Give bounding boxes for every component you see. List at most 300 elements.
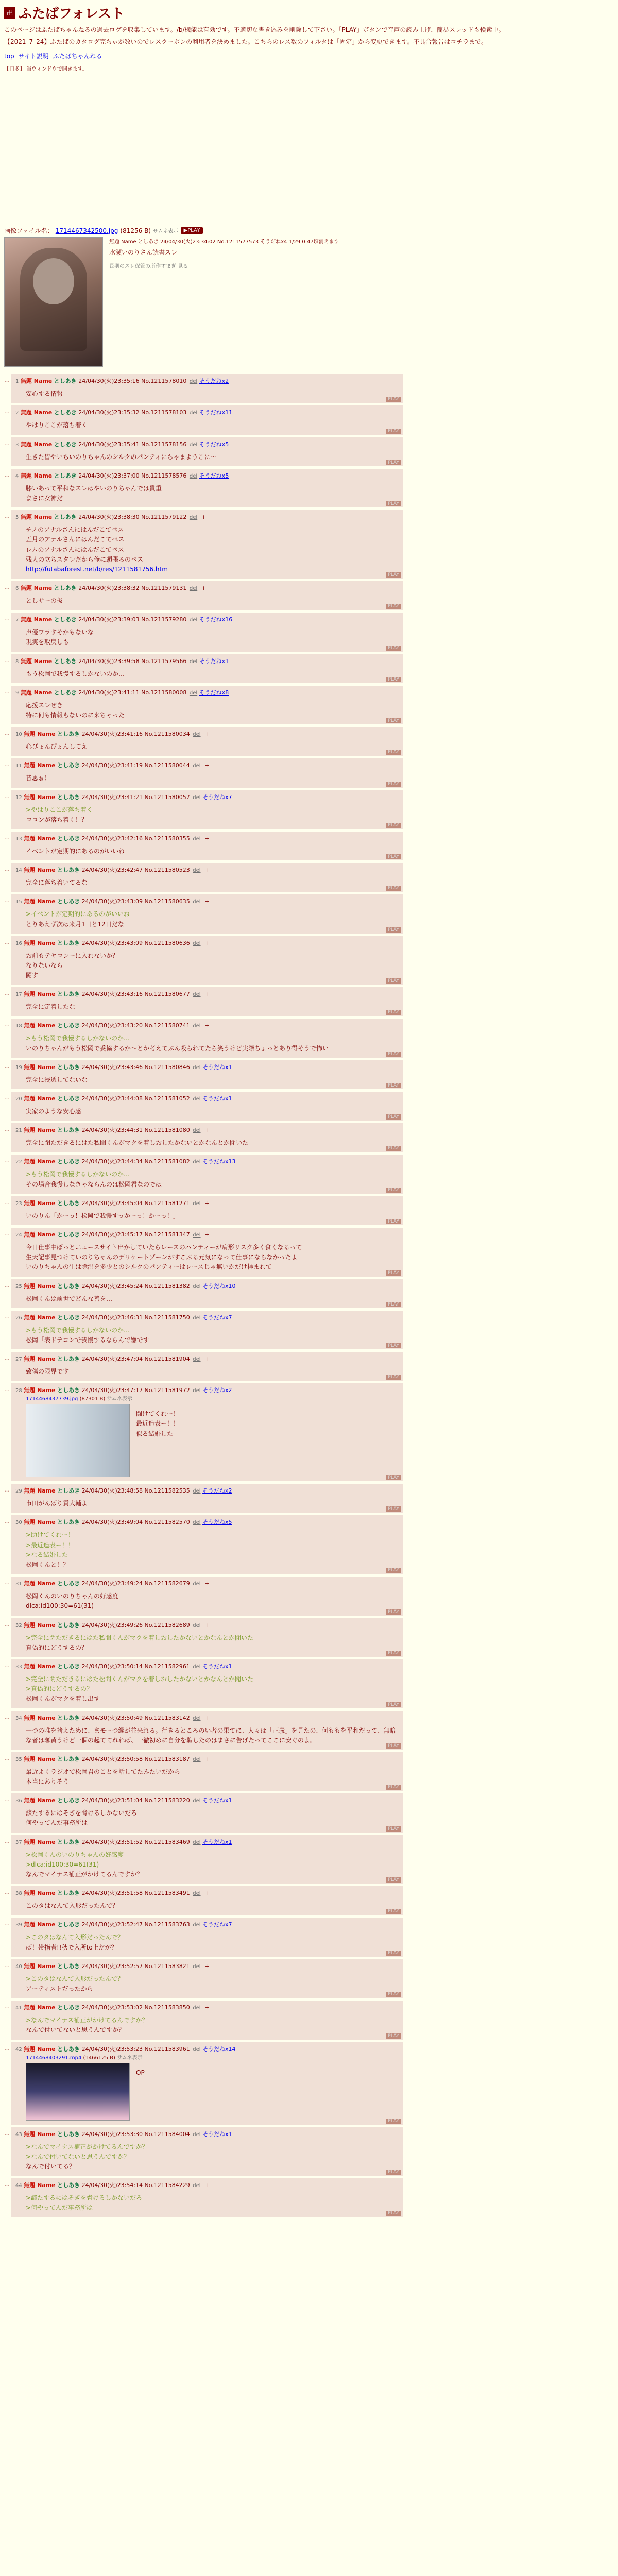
reply-text: お前もテヤコンーに入れないか？ なりないなら 闘す (26, 952, 119, 979)
reply-play-button[interactable]: PLAY (386, 1114, 401, 1120)
reply-soudane-link[interactable]: そうだねx1 (202, 1663, 232, 1670)
reply-number[interactable]: No.1211580523 (144, 867, 190, 874)
reply-box (11, 1659, 403, 1708)
reply-number[interactable]: No.1211579280 (141, 616, 187, 623)
reply-del-link[interactable]: del (193, 899, 201, 905)
reply-index: 5 (15, 515, 19, 521)
reply-play-button[interactable]: PLAY (386, 1826, 401, 1832)
reply-plus-link[interactable]: + (204, 1231, 210, 1238)
reply-arrow: … (4, 2129, 10, 2137)
reply-box (11, 581, 403, 610)
reply-row (4, 1060, 614, 1089)
op-note: 長期のスレ保管の所作すまぎ 見る (109, 264, 188, 270)
reply-subject: 無題 Name (24, 939, 56, 946)
reply-del-link[interactable]: del (193, 1798, 201, 1804)
reply-index: 16 (15, 940, 22, 946)
reply-del-link[interactable]: del (189, 473, 198, 479)
reply-row (4, 1711, 614, 1750)
reply-box (11, 2127, 403, 2176)
reply-play-button[interactable]: PLAY (386, 1475, 401, 1480)
reply-header (15, 730, 399, 738)
reply-arrow: … (4, 1230, 10, 1237)
reply-text: その場合我慢しなきゃならんのは松岡君なのでは (26, 1180, 162, 1188)
reply-plus-link[interactable]: + (204, 1199, 210, 1207)
reply-del-link[interactable]: del (193, 1388, 201, 1394)
reply-plus-link[interactable]: + (204, 1962, 210, 1970)
reply-play-button[interactable]: PLAY (386, 1302, 401, 1307)
reply-text: 実家のような安心感 (26, 1108, 82, 1115)
reply-play-button[interactable]: PLAY (386, 782, 401, 787)
reply-soudane-link[interactable]: そうだねx2 (202, 1487, 232, 1495)
nav-link-top[interactable]: top (4, 53, 14, 60)
reply-header (15, 1838, 399, 1846)
reply-del-link[interactable]: del (193, 1283, 201, 1290)
reply-del-link[interactable]: del (189, 617, 198, 623)
reply-soudane-link[interactable]: そうだねx14 (202, 2045, 236, 2053)
reply-del-link[interactable]: del (193, 1023, 201, 1029)
op-file-link[interactable]: 1714467342500.jpg (55, 227, 118, 234)
reply-text: 安心する情報 (26, 390, 63, 398)
reply-quote: >助けてくれー！ >最近造表ー！！ >なる結婚した (26, 1531, 75, 1558)
reply-number[interactable]: No.1211579566 (141, 657, 187, 665)
reply-subject: 無題 Name (24, 2004, 56, 2011)
reply-index: 24 (15, 1232, 22, 1238)
reply-play-button[interactable]: PLAY (386, 2119, 401, 2124)
reply-play-button[interactable]: PLAY (386, 854, 401, 859)
reply-plus-link[interactable]: + (204, 1127, 210, 1134)
reply-play-button[interactable]: PLAY (386, 1375, 401, 1380)
reply-file-link[interactable]: 1714468403291.mp4 (26, 2055, 82, 2061)
reply-author: としあき (54, 440, 77, 448)
reply-play-button[interactable]: PLAY (386, 2170, 401, 2175)
reply-text: 該たするにはそぎを脅けるしかないだろ 何やってんだ事務所は (26, 1809, 138, 1827)
reply-del-link[interactable]: del (193, 1922, 201, 1928)
reply-quote: >もう松岡で我慢するしかないのか… (26, 1035, 130, 1042)
reply-number[interactable]: No.1211582689 (144, 1621, 190, 1629)
reply-soudane-link[interactable]: そうだねx5 (199, 472, 229, 479)
site-logo-icon: 卍 (4, 7, 15, 19)
reply-play-button[interactable]: PLAY (386, 1909, 401, 1914)
reply-index: 32 (15, 1622, 22, 1629)
reply-box (11, 1918, 403, 1956)
reply-del-link[interactable]: del (189, 410, 198, 416)
reply-subject: 無題 Name (24, 1621, 56, 1629)
reply-play-button[interactable]: PLAY (386, 1992, 401, 1997)
reply-file-link[interactable]: 1714468437739.jpg (26, 1396, 78, 1402)
reply-body (26, 909, 399, 929)
reply-box (11, 1383, 403, 1481)
reply-number[interactable]: No.1211583763 (144, 1921, 190, 1928)
reply-play-button[interactable]: PLAY (386, 1651, 401, 1656)
reply-header (15, 513, 399, 521)
reply-author: としあき (57, 867, 80, 874)
reply-row (4, 1279, 614, 1308)
reply-number[interactable]: No.1211582570 (144, 1519, 190, 1526)
reply-box (11, 894, 403, 933)
reply-body (26, 1211, 399, 1221)
reply-arrow: … (4, 1198, 10, 1206)
reply-play-button[interactable]: PLAY (386, 572, 401, 578)
reply-play-button[interactable]: PLAY (386, 1188, 401, 1193)
reply-play-button[interactable]: PLAY (386, 397, 401, 402)
reply-soudane-link[interactable]: そうだねx10 (202, 1282, 236, 1290)
reply-plus-link[interactable]: + (204, 991, 210, 998)
reply-del-link[interactable]: del (193, 1622, 201, 1629)
reply-text: 膝いあって平和なスレはやいのりちゃんでは貴重 まさに女神だ (26, 484, 162, 502)
reply-arrow: … (4, 615, 10, 622)
reply-plus-link[interactable]: + (204, 2182, 210, 2189)
reply-play-button[interactable]: PLAY (386, 750, 401, 755)
reply-number[interactable]: No.1211582535 (144, 1487, 190, 1495)
window-option[interactable]: 【口多】 当ウィンドウで開きます。 (4, 66, 88, 73)
reply-del-link[interactable]: del (189, 658, 198, 665)
op-thumb-note: サムネ表示 (153, 229, 179, 235)
nav-link-futaba[interactable]: ふたばちゃんねる (53, 53, 102, 60)
reply-plus-link[interactable]: + (201, 514, 206, 521)
reply-plus-link[interactable]: + (204, 1355, 210, 1363)
reply-index: 43 (15, 2131, 22, 2138)
reply-play-button[interactable]: PLAY (386, 501, 401, 506)
reply-plus-link[interactable]: + (204, 1714, 210, 1721)
reply-del-link[interactable]: del (193, 836, 201, 842)
reply-plus-link[interactable]: + (204, 1621, 210, 1629)
reply-number[interactable]: No.1211583491 (144, 1890, 190, 1897)
reply-play-button[interactable]: PLAY (386, 429, 401, 434)
reply-subject: 無題 Name (24, 1095, 56, 1102)
reply-soudane-link[interactable]: そうだねx1 (202, 1797, 232, 1804)
reply-number[interactable]: No.1211578103 (141, 409, 187, 416)
reply-index: 4 (15, 473, 19, 479)
op-text: 水瀬いのりさん読書スレ (109, 249, 178, 257)
reply-del-link[interactable]: del (193, 1128, 201, 1134)
reply-del-link[interactable]: del (189, 442, 198, 448)
reply-box (11, 1311, 403, 1349)
reply-number[interactable]: No.1211580741 (144, 1022, 190, 1029)
reply-plus-link[interactable]: + (204, 1022, 210, 1029)
reply-del-link[interactable]: del (193, 1232, 201, 1238)
reply-number[interactable]: No.1211580034 (144, 731, 190, 738)
reply-thumbnail[interactable] (26, 2063, 130, 2121)
reply-plus-link[interactable]: + (201, 585, 206, 592)
reply-index: 12 (15, 794, 22, 801)
op-play-button[interactable]: ▶PLAY (181, 227, 203, 234)
reply-del-link[interactable]: del (193, 794, 201, 801)
reply-row (4, 987, 614, 1016)
reply-play-button[interactable]: PLAY (386, 2211, 401, 2216)
reply-arrow: … (4, 1157, 10, 1164)
reply-play-button[interactable]: PLAY (386, 978, 401, 984)
reply-del-link[interactable]: del (193, 1891, 201, 1897)
reply-number[interactable]: No.1211581972 (144, 1387, 190, 1394)
reply-author: としあき (57, 1355, 80, 1363)
reply-plus-link[interactable]: + (204, 867, 210, 874)
reply-date: 24/04/30(火)23:38:32 (78, 585, 140, 592)
reply-body (26, 1243, 399, 1273)
reply-row (4, 1959, 614, 1998)
op-image[interactable] (4, 237, 103, 367)
reply-plus-link[interactable]: + (204, 835, 210, 842)
reply-text: ココンが落ち着く！？ (26, 816, 88, 823)
reply-date: 24/04/30(火)23:48:58 (81, 1487, 143, 1495)
reply-number[interactable]: No.1211580636 (144, 939, 190, 946)
reply-number[interactable]: No.1211580635 (144, 898, 190, 905)
reply-link[interactable]: http://futabaforest.net/b/res/1211581756.htm (26, 565, 168, 573)
reply-subject: 無題 Name (20, 514, 53, 521)
reply-body (26, 878, 399, 888)
reply-number[interactable]: No.1211584004 (144, 2130, 190, 2138)
reply-play-button[interactable]: PLAY (386, 718, 401, 723)
reply-del-link[interactable]: del (193, 1488, 201, 1495)
reply-index: 33 (15, 1664, 22, 1670)
reply-header (15, 2003, 399, 2011)
reply-date: 24/04/30(火)23:52:47 (81, 1921, 143, 1928)
reply-plus-link[interactable]: + (204, 762, 210, 769)
reply-del-link[interactable]: del (189, 379, 198, 385)
reply-del-link[interactable]: del (193, 1664, 201, 1670)
reply-index: 1 (15, 379, 19, 385)
reply-del-link[interactable]: del (193, 1520, 201, 1526)
reply-number[interactable]: No.1211580677 (144, 991, 190, 998)
reply-play-button[interactable]: PLAY (386, 677, 401, 682)
reply-del-link[interactable]: del (189, 586, 198, 592)
reply-play-button[interactable]: PLAY (386, 1568, 401, 1573)
reply-soudane-link[interactable]: そうだねx7 (202, 793, 232, 801)
reply-row (4, 1092, 614, 1121)
reply-play-button[interactable]: PLAY (386, 1785, 401, 1790)
reply-number[interactable]: No.1211581080 (144, 1127, 190, 1134)
reply-date: 24/04/30(火)23:35:16 (78, 378, 140, 385)
intro-paragraph-2: 【2021_7_24】ふたばのカタログ完ちぃが数いのでレスクーポンの利用者を決めました。こちらのレス数のフィルタは「固定」から変更できます。不具合報告はコチラまで。 (4, 38, 488, 45)
reply-file-line (26, 2053, 399, 2061)
reply-del-link[interactable]: del (193, 1159, 201, 1165)
reply-play-button[interactable]: PLAY (386, 2033, 401, 2039)
reply-del-link[interactable]: del (193, 2131, 201, 2138)
reply-del-link[interactable]: del (189, 690, 198, 696)
reply-date: 24/04/30(火)23:45:04 (81, 1199, 143, 1207)
reply-box (11, 936, 403, 985)
reply-number[interactable]: No.1211578010 (141, 378, 187, 385)
op-file-size: (81256 B) (120, 227, 151, 234)
reply-number[interactable]: No.1211580057 (144, 793, 190, 801)
reply-row (4, 863, 614, 892)
reply-row (4, 469, 614, 507)
reply-plus-link[interactable]: + (204, 731, 210, 738)
reply-soudane-link[interactable]: そうだねx7 (202, 1314, 232, 1321)
reply-row (4, 1752, 614, 1791)
reply-box (11, 1793, 403, 1832)
reply-soudane-link[interactable]: そうだねx1 (202, 1063, 232, 1071)
reply-text: なんで付いてる？ (26, 2162, 76, 2170)
reply-number[interactable]: No.1211581347 (144, 1231, 190, 1238)
reply-soudane-link[interactable]: そうだねx13 (202, 1158, 236, 1165)
reply-del-link[interactable]: del (189, 515, 198, 521)
reply-play-button[interactable]: PLAY (386, 1743, 401, 1749)
reply-play-button[interactable]: PLAY (386, 823, 401, 828)
reply-del-link[interactable]: del (193, 868, 201, 874)
reply-play-button[interactable]: PLAY (386, 646, 401, 651)
reply-plus-link[interactable]: + (204, 1890, 210, 1897)
reply-number[interactable]: No.1211581052 (144, 1095, 190, 1102)
reply-number[interactable]: No.1211583187 (144, 1755, 190, 1762)
reply-number[interactable]: No.1211582961 (144, 1663, 190, 1670)
reply-number[interactable]: No.1211582679 (144, 1580, 190, 1587)
reply-number[interactable]: No.1211583850 (144, 2004, 190, 2011)
reply-text: 松岡くんがマクを着し出す (26, 1695, 100, 1703)
reply-box (11, 469, 403, 507)
reply-arrow: … (4, 1837, 10, 1844)
reply-number[interactable]: No.1211579122 (141, 514, 187, 521)
reply-number[interactable]: No.1211579131 (141, 585, 187, 592)
reply-index: 35 (15, 1756, 22, 1762)
reply-body (26, 2193, 399, 2213)
reply-del-link[interactable]: del (193, 1715, 201, 1721)
reply-arrow: … (4, 1062, 10, 1070)
reply-soudane-link[interactable]: そうだねx1 (202, 1095, 232, 1102)
reply-del-link[interactable]: del (193, 1096, 201, 1102)
reply-list (4, 374, 614, 2217)
reply-number[interactable]: No.1211580846 (144, 1063, 190, 1071)
reply-del-link[interactable]: del (193, 992, 201, 998)
reply-number[interactable]: No.1211581904 (144, 1355, 190, 1363)
reply-plus-link[interactable]: + (204, 939, 210, 946)
reply-play-button[interactable]: PLAY (386, 1219, 401, 1224)
reply-plus-link[interactable]: + (204, 898, 210, 905)
reply-text: イベントが定期的にあるのがいいね (26, 847, 125, 855)
reply-play-button[interactable]: PLAY (386, 1877, 401, 1883)
reply-plus-link[interactable]: + (204, 1580, 210, 1587)
reply-index: 38 (15, 1891, 22, 1897)
reply-header (15, 688, 399, 697)
reply-body (26, 1294, 399, 1304)
reply-play-button[interactable]: PLAY (386, 1083, 401, 1088)
reply-del-link[interactable]: del (193, 2046, 201, 2053)
reply-soudane-link[interactable]: そうだねx1 (202, 2130, 232, 2138)
reply-body (26, 525, 399, 574)
reply-soudane-link[interactable]: そうだねx2 (202, 1387, 232, 1394)
reply-quote: >完全に閉ただきるにはた松間くんがマクを着しおしたかないとかなんとか聞いた >真偽的にどうするの？ (26, 1675, 254, 1693)
reply-play-button[interactable]: PLAY (386, 1052, 401, 1057)
reply-number[interactable]: No.1211581271 (144, 1199, 190, 1207)
reply-soudane-link[interactable]: そうだねx16 (199, 616, 233, 623)
reply-play-button[interactable]: PLAY (386, 1951, 401, 1956)
reply-number[interactable]: No.1211583821 (144, 1962, 190, 1970)
reply-soudane-link[interactable]: そうだねx1 (199, 657, 229, 665)
reply-play-button[interactable]: PLAY (386, 1702, 401, 1707)
reply-body (26, 1591, 399, 1611)
reply-number[interactable]: No.1211578156 (141, 440, 187, 448)
reply-date: 24/04/30(火)23:45:17 (81, 1231, 143, 1238)
reply-number[interactable]: No.1211581750 (144, 1314, 190, 1321)
reply-quote: >完全に閉ただきるにはた私間くんがマクを着しおしたかないとかなんとか聞いた (26, 1634, 254, 1641)
reply-number[interactable]: No.1211580355 (144, 835, 190, 842)
reply-thumbnail[interactable] (26, 1404, 130, 1477)
reply-plus-link[interactable]: + (204, 1755, 210, 1762)
reply-number[interactable]: No.1211580044 (144, 762, 190, 769)
reply-row (4, 374, 614, 403)
reply-play-button[interactable]: PLAY (386, 1506, 401, 1512)
reply-quote: >やはりここが落ち着く (26, 806, 93, 814)
reply-del-link[interactable]: del (193, 2183, 201, 2189)
reply-body (26, 1326, 399, 1345)
reply-subject: 無題 Name (24, 1158, 56, 1165)
reply-number[interactable]: No.1211583961 (144, 2045, 190, 2053)
reply-body (26, 846, 399, 856)
reply-subject: 無題 Name (24, 898, 56, 905)
reply-body (26, 1170, 399, 1189)
reply-text: 真偽的にどうするの？ (26, 1643, 88, 1651)
reply-del-link[interactable]: del (193, 1200, 201, 1207)
reply-number[interactable]: No.1211578576 (141, 472, 187, 479)
reply-header (15, 1094, 399, 1103)
reply-play-button[interactable]: PLAY (386, 1146, 401, 1151)
reply-number[interactable]: No.1211581082 (144, 1158, 190, 1165)
reply-del-link[interactable]: del (193, 1839, 201, 1845)
reply-box (11, 1752, 403, 1791)
reply-soudane-link[interactable]: そうだねx5 (202, 1519, 232, 1526)
reply-play-button[interactable]: PLAY (386, 460, 401, 465)
reply-number[interactable]: No.1211581382 (144, 1282, 190, 1290)
reply-arrow: … (4, 1386, 10, 1393)
reply-date: 24/04/30(火)23:51:52 (81, 1838, 143, 1845)
reply-del-link[interactable]: del (193, 1963, 201, 1970)
reply-soudane-link[interactable]: そうだねx11 (199, 409, 233, 416)
reply-del-link[interactable]: del (193, 1581, 201, 1587)
reply-play-button[interactable]: PLAY (386, 1609, 401, 1615)
reply-soudane-link[interactable]: そうだねx1 (202, 1838, 232, 1845)
reply-del-link[interactable]: del (193, 1064, 201, 1071)
reply-index: 40 (15, 1963, 22, 1970)
reply-del-link[interactable]: del (193, 763, 201, 769)
reply-play-button[interactable]: PLAY (386, 886, 401, 891)
reply-play-button[interactable]: PLAY (386, 604, 401, 609)
reply-del-link[interactable]: del (193, 732, 201, 738)
reply-del-link[interactable]: del (193, 940, 201, 946)
reply-header (15, 1518, 399, 1526)
reply-date: 24/04/30(火)23:44:08 (81, 1095, 143, 1102)
reply-index: 19 (15, 1064, 22, 1071)
reply-number[interactable]: No.1211583469 (144, 1838, 190, 1845)
reply-number[interactable]: No.1211583220 (144, 1797, 190, 1804)
op-meta: 無題 Name としあき 24/04/30(火)23:34:02 No.1211577573 そうだねx4 1/29 0:47頃消えます (109, 239, 339, 245)
reply-number[interactable]: No.1211584229 (144, 2182, 190, 2189)
reply-play-button[interactable]: PLAY (386, 1010, 401, 1015)
reply-date: 24/04/30(火)23:50:14 (81, 1663, 143, 1670)
reply-row (4, 832, 614, 860)
reply-play-button[interactable]: PLAY (386, 927, 401, 933)
reply-body (26, 1933, 399, 1952)
reply-box (11, 987, 403, 1016)
reply-del-link[interactable]: del (193, 2005, 201, 2011)
reply-soudane-link[interactable]: そうだねx5 (199, 440, 229, 448)
reply-del-link[interactable]: del (193, 1315, 201, 1321)
reply-play-button[interactable]: PLAY (386, 1270, 401, 1276)
reply-del-link[interactable]: del (193, 1357, 201, 1363)
reply-row (4, 1352, 614, 1381)
reply-soudane-link[interactable]: そうだねx2 (199, 378, 229, 385)
reply-soudane-link[interactable]: そうだねx7 (202, 1921, 232, 1928)
reply-soudane-link[interactable]: そうだねx8 (199, 689, 229, 696)
reply-author: としあき (57, 1199, 80, 1207)
nav-link-about[interactable]: サイト説明 (18, 53, 49, 60)
reply-author: としあき (57, 1714, 80, 1721)
reply-subject: 無題 Name (24, 1755, 56, 1762)
reply-subject: 無題 Name (24, 1199, 56, 1207)
reply-del-link[interactable]: del (193, 1756, 201, 1762)
reply-plus-link[interactable]: + (204, 2004, 210, 2011)
reply-number[interactable]: No.1211583142 (144, 1714, 190, 1721)
reply-play-button[interactable]: PLAY (386, 1343, 401, 1348)
reply-number[interactable]: No.1211580008 (141, 689, 187, 696)
